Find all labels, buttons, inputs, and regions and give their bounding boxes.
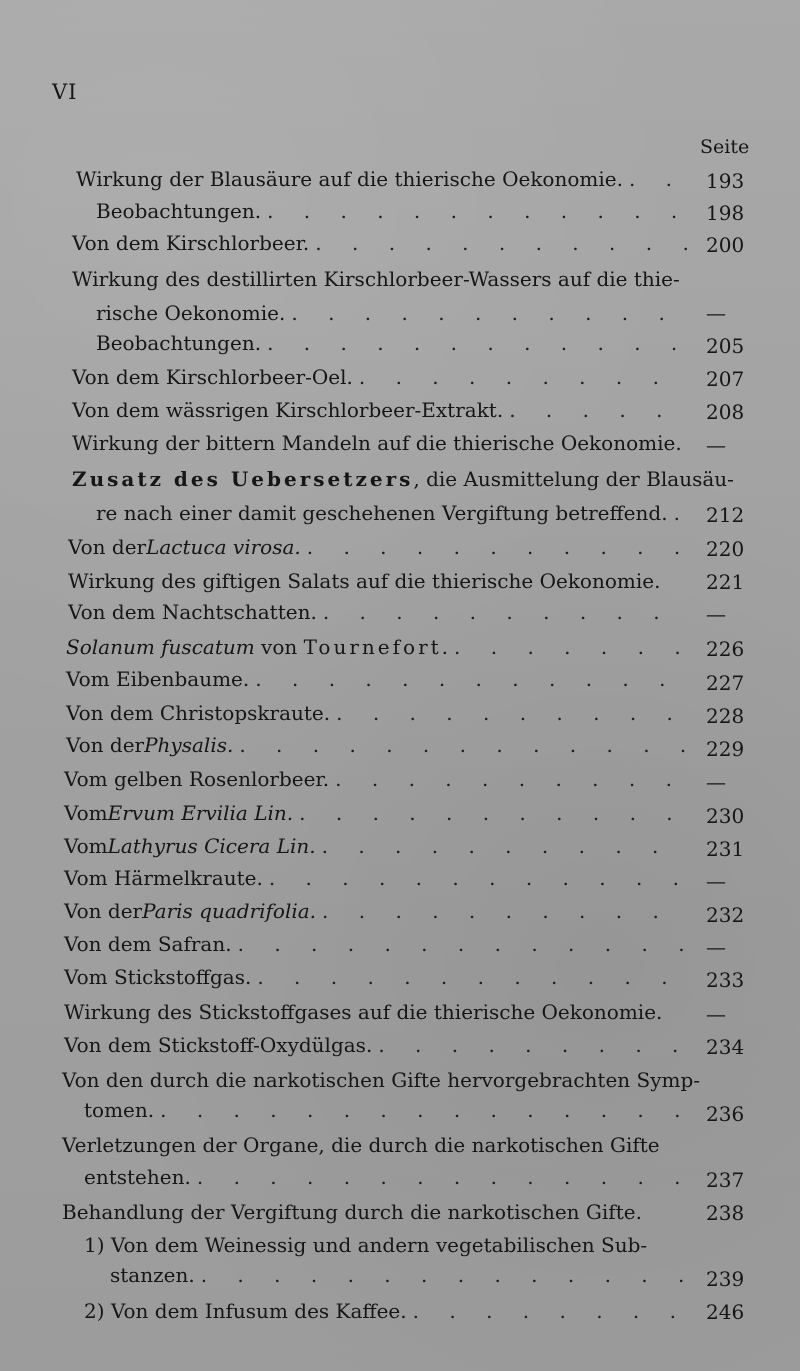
toc-page: 227 [706,671,745,695]
toc-page: 228 [706,704,745,728]
toc-entry: Von dem Christopskraute. . . . [66,696,696,730]
toc-entry: stanzen. . . . [110,1258,696,1292]
dot-leader [323,595,690,629]
toc-page: 212 [706,503,745,527]
toc-entry: Beobachtungen. . . . [96,194,696,228]
toc-entry: Behandlung der Vergiftung durch die narkotischen Gifte. [62,1200,642,1224]
toc-entry: re nach einer damit geschehenen Vergiftung betreffend. . . . [96,496,696,530]
toc-entry: Vom Ervum Ervilia Lin. . . . [64,796,696,830]
toc-entry: Von der Physalis. . . . [66,728,696,762]
toc-entry: Von dem Kirschlorbeer. . . . [72,226,696,260]
toc-entry: Von dem Kirschlorbeer-Oel. . . . [72,360,696,394]
toc-entry: Vom Stickstoffgas. . . . [64,960,696,994]
toc-page: 208 [706,400,745,424]
toc-entry: Wirkung der Blausäure auf die thierische Oekonomie. . . . [76,162,696,196]
dot-leader [197,1160,690,1194]
toc-entry: Wirkung des Stickstoffgases auf die thierische Oekonomie. [64,1000,663,1024]
toc-entry: Solanum fuscatum von Tournefort . . . . [66,630,696,664]
toc-entry: Von dem Nachtschatten. . . . [68,595,696,629]
toc-page: 239 [706,1267,745,1291]
dot-leader [299,796,690,830]
dot-leader [255,662,690,696]
toc-entry: Wirkung der bittern Mandeln auf die thierische Oekonomie. [72,431,682,455]
toc-page: — [706,602,726,626]
dot-leader [267,194,690,228]
toc-entry: Verletzungen der Organe, die durch die narkotischen Gifte [62,1133,660,1157]
toc-page: 221 [706,570,745,594]
dot-leader [257,960,690,994]
toc-page: — [706,433,726,457]
toc-entry: 1) Von dem Weinessig und andern vegetabilischen Sub- [84,1233,648,1257]
seite-column-header: Seite [700,136,750,158]
dot-leader [201,1258,690,1292]
toc-entry: tomen. . . . [84,1093,696,1127]
toc-page: — [706,869,726,893]
toc-page: — [706,935,726,959]
toc-page: — [706,770,726,794]
dot-leader [160,1093,690,1127]
toc-entry: Vom gelben Rosenlorbeer. . . . [64,762,696,796]
toc-entry: entstehen. . . . [84,1160,696,1194]
toc-page: 229 [706,737,745,761]
toc-entry: Von dem Stickstoff-Oxydülgas. . . . [64,1028,696,1062]
dot-leader [267,326,690,360]
page-number: VI [52,80,78,104]
toc-page: 232 [706,903,745,927]
dot-leader [238,927,690,961]
dot-leader [269,861,690,895]
toc-entry: Wirkung des destillirten Kirschlorbeer-Wassers auf die thie- [72,267,680,291]
toc-entry: Vom Eibenbaume. . . . [66,662,696,696]
toc-page: 226 [706,637,745,661]
toc-entry: rische Oekonomie. . . . [96,296,696,330]
dot-leader [315,226,690,260]
toc-page: 198 [706,201,745,225]
toc-page: 231 [706,837,745,861]
toc-entry: Von der Lactuca virosa. . . . [68,530,696,564]
dot-leader [413,1294,690,1328]
dot-leader [509,393,690,427]
dot-leader [336,696,690,730]
toc-page: 200 [706,233,745,257]
toc-entry: Wirkung des giftigen Salats auf die thierische Oekonomie. [68,569,661,593]
dot-leader [674,496,690,530]
toc-page: 238 [706,1201,745,1225]
dot-leader [239,728,690,762]
toc-entry: Von der Paris quadrifolia. . . . [64,894,696,928]
toc-page: 230 [706,804,745,828]
dot-leader [335,762,690,796]
dot-leader [378,1028,690,1062]
dot-leader [454,630,690,664]
toc-page: — [706,301,726,325]
toc-entry: Von den durch die narkotischen Gifte hervorgebrachten Symp- [62,1068,701,1092]
toc-page: 207 [706,367,745,391]
dot-leader [291,296,690,330]
toc-entry: Beobachtungen. . . . [96,326,696,360]
toc-entry: Vom Lathyrus Cicera Lin. . . . [64,829,696,863]
toc-entry: Von dem wässrigen Kirschlorbeer-Extrakt. . . . [72,393,696,427]
dot-leader [359,360,690,394]
toc-page: 193 [706,169,745,193]
toc-page: 236 [706,1102,745,1126]
dot-leader [307,530,690,564]
dot-leader [322,829,690,863]
toc-entry: 2) Von dem Infusum des Kaffee. . . . [84,1294,696,1328]
toc-page: — [706,1002,726,1026]
toc-page: 205 [706,334,745,358]
toc-entry: Vom Härmelkraute. . . . [64,861,696,895]
dot-leader [629,162,690,196]
toc-page: 233 [706,968,745,992]
toc-entry: Von dem Safran. . . . [64,927,696,961]
toc-entry: Zusatz des Uebersetzers , die Ausmittelung der Blausäu- [72,467,734,491]
dot-leader [322,894,690,928]
toc-page: 234 [706,1035,745,1059]
toc-page: 220 [706,537,745,561]
toc-page: 246 [706,1300,745,1324]
toc-page: 237 [706,1168,745,1192]
